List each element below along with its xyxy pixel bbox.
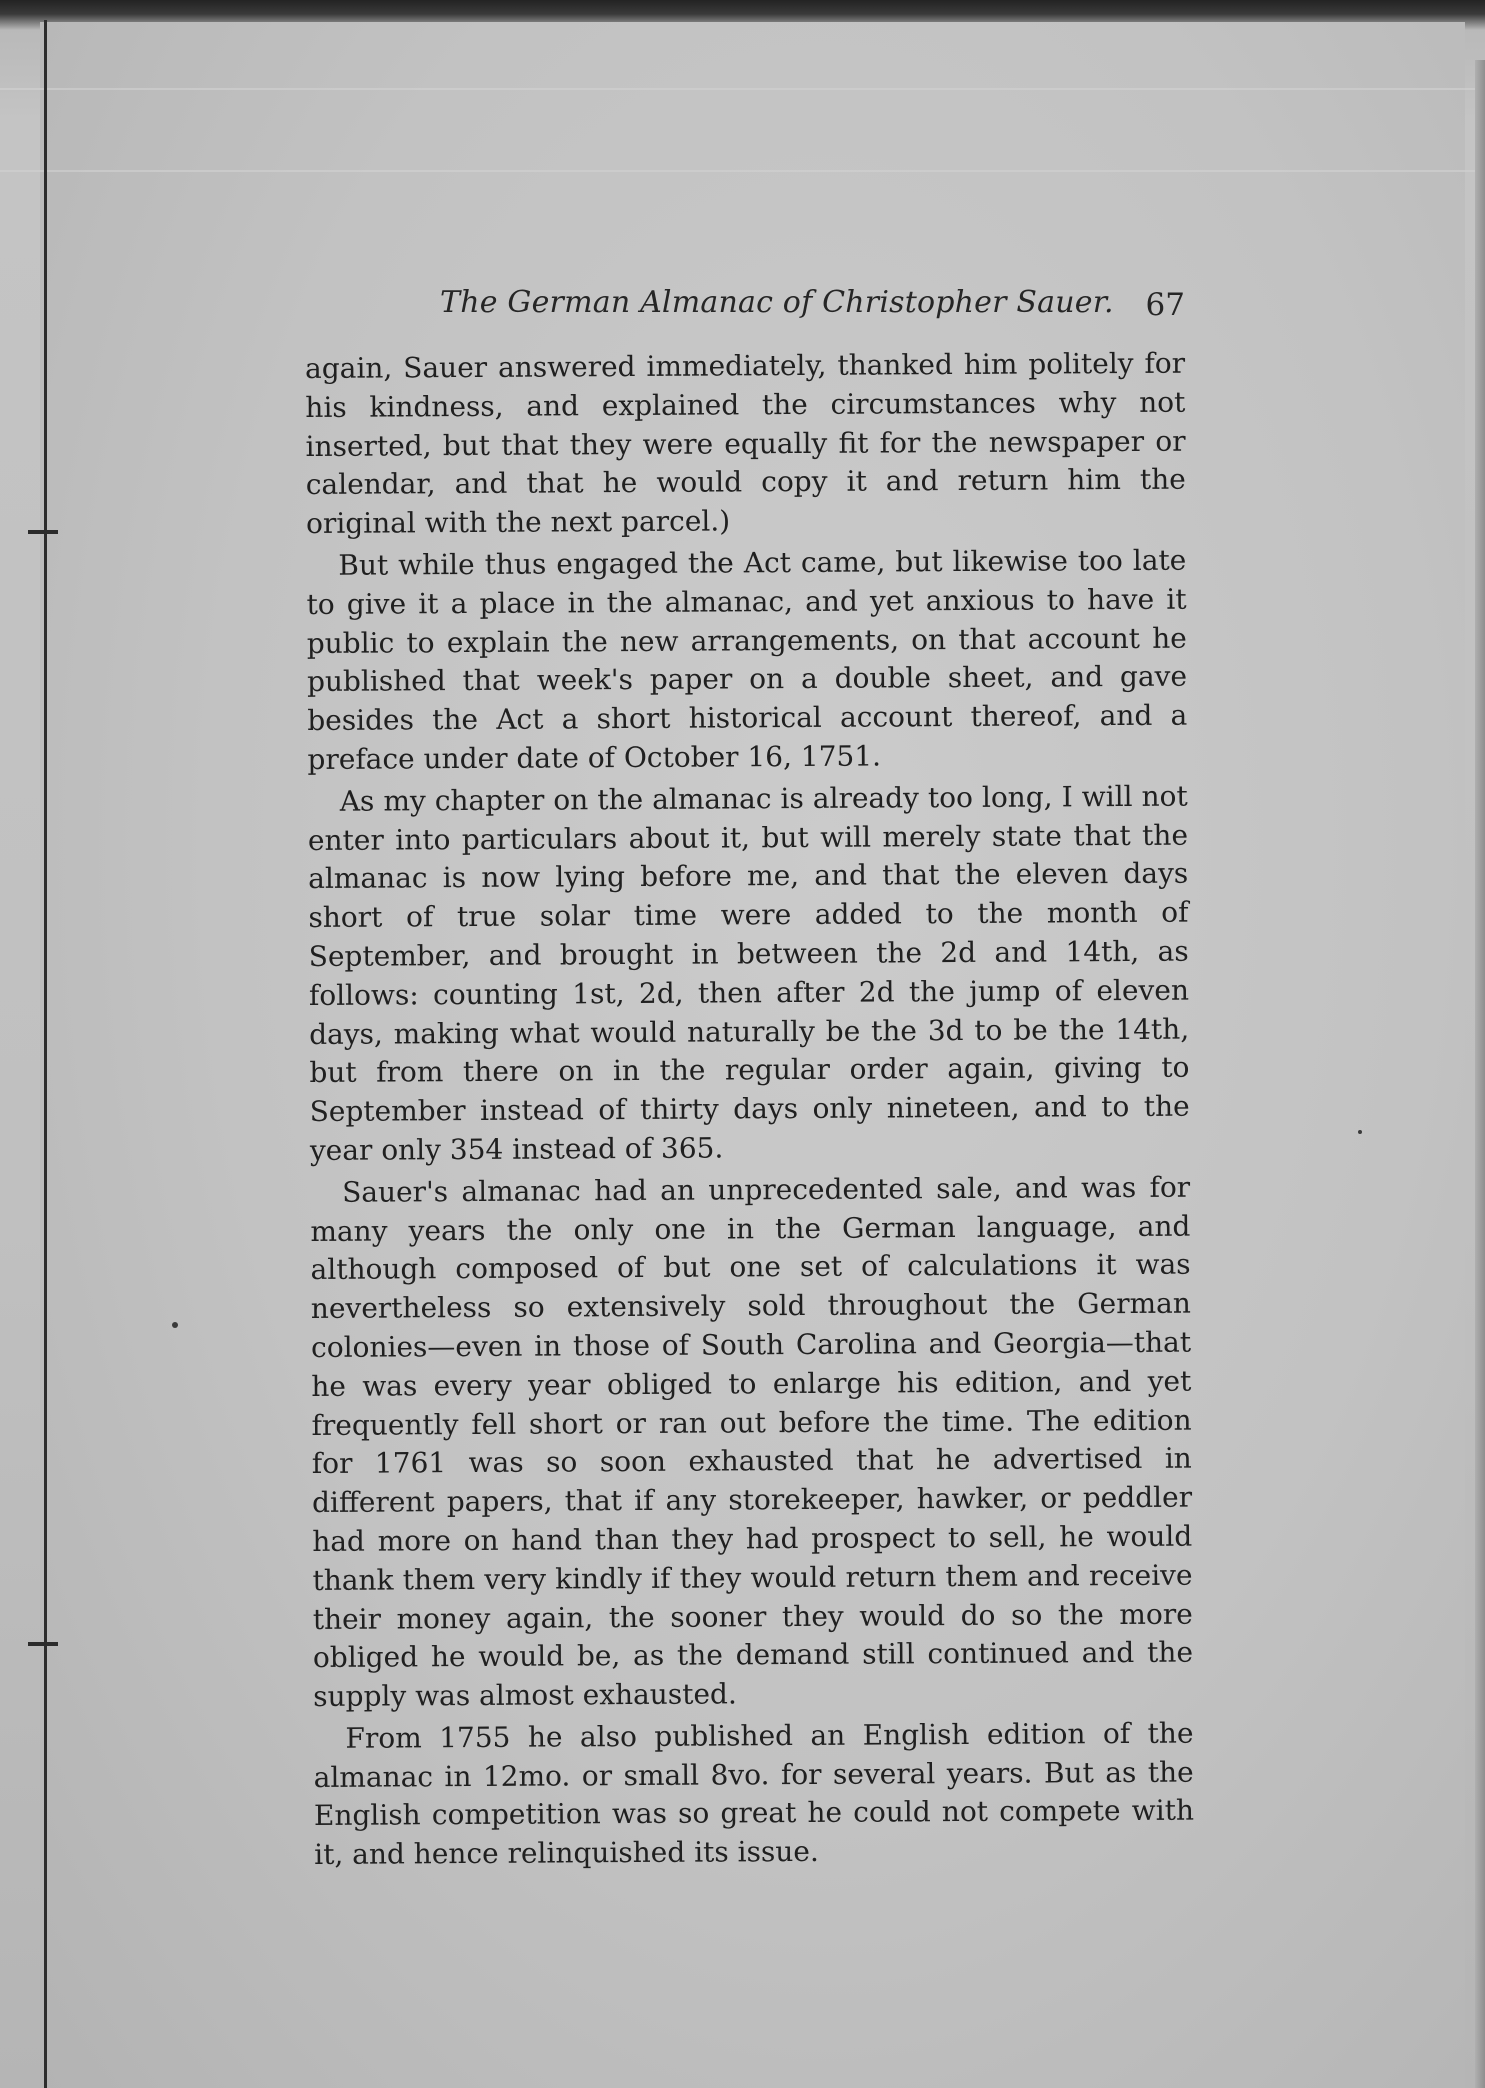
page-number: 67 (1145, 287, 1185, 323)
scan-streak (0, 88, 1485, 90)
page-right-edge (1475, 60, 1485, 2088)
paragraph: As my chapter on the almanac is already too long, I will not enter into particulars about it, but will merely state that the almanac is now lying before me, and that the eleven days short of true solar time were added to the month of September, and brought in between the 2d and 14th, as follows: counting 1st, 2d, then after 2d the jump of eleven days, making what would naturally be the 3d to be the 14th, but from there on in the regular order again, giving to September instead of thirty days only nineteen, and to the year only 354 instead of 365. (307, 779, 1190, 1167)
ink-speck (1358, 1130, 1362, 1134)
paragraph: again, Sauer answered immediately, thanked him politely for his kindness, and explained the circumstances why not inserted, but that they were equally fit for the newspaper or calendar, and that he would copy it and return him the original with the next parcel.) (305, 346, 1186, 541)
ink-speck (172, 1322, 178, 1328)
binding-tick-mark (28, 1642, 58, 1646)
paragraph: Sauer's almanac had an unprecedented sale, and was for many years the only one in the German language, and although composed of but one set of calculations it was nevertheless so extensively sold throughout the German colonies—even in those of South Carolina and Georgia—that he was every year obliged to enlarge his edition, and yet frequently fell short or ran out before the time. The edition for 1761 was so soon exhausted that he advertised in different papers, that if any storekeeper, hawker, or peddler had more on hand than they had prospect to sell, he would thank them very kindly if they would return them and receive their money again, the sooner they would do so the more obliged he would be, as the demand still continued and the supply was almost exhausted. (310, 1170, 1194, 1714)
paragraph: But while thus engaged the Act came, but likewise too late to give it a place in the almanac, and yet anxious to have it public to explain the new arrangements, on that account he published that week's paper on a double sheet, and gave besides the Act a short historical account thereof, and a preface under date of October 16, 1751. (306, 543, 1188, 776)
body-text (305, 345, 1194, 1878)
running-head-title: The German Almanac of Christopher Sauer. (440, 285, 1114, 320)
paragraph: From 1755 he also published an English edition of the almanac in 12mo. or small 8vo. for several years. But as the English competition was so great he could not compete with it, and hence relinquished its issue. (313, 1716, 1195, 1872)
running-head (440, 285, 1185, 329)
binding-tick-mark (28, 530, 58, 534)
binding-margin-line (44, 20, 47, 2088)
scan-streak (0, 170, 1485, 172)
